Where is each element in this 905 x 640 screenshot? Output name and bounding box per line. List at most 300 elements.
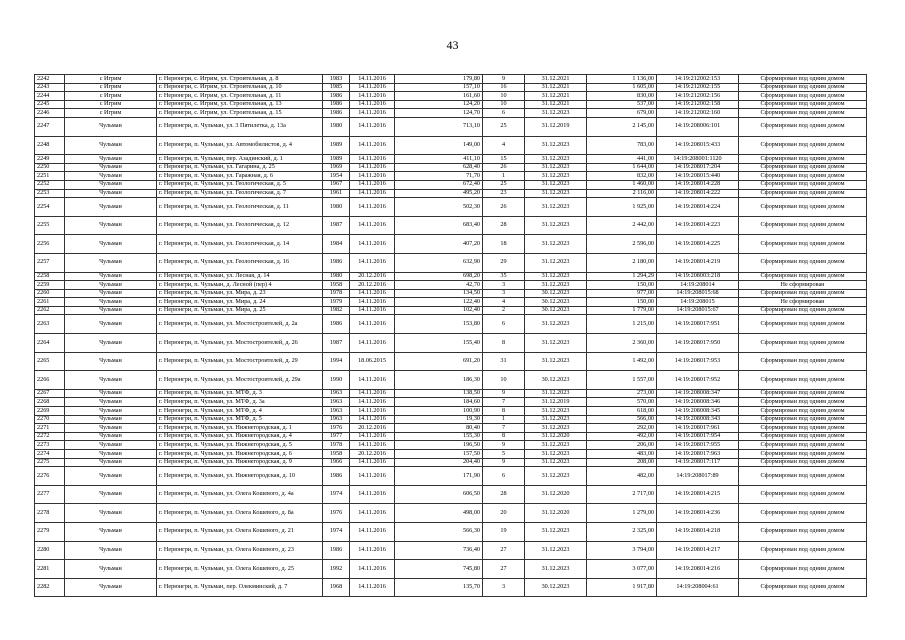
- row-number-cell: 2279: [35, 522, 65, 541]
- deadline-cell: 31.12.2023: [525, 189, 587, 198]
- locality-cell: с Игрим: [65, 92, 157, 101]
- cadastral-code-cell: 14:19:208008:345: [657, 407, 739, 416]
- deadline-cell: 31.12.2023: [525, 415, 587, 424]
- units-cell: 9: [483, 75, 525, 84]
- units-cell: 10: [483, 371, 525, 390]
- address-cell: г. Нерюнгри, п. Чульман, ул. Мира, д. 23: [157, 289, 323, 298]
- area-cell: 698,20: [395, 272, 483, 281]
- area-cell: 19,30: [395, 415, 483, 424]
- locality-cell: Чульман: [65, 485, 157, 504]
- table-row: [35, 352, 867, 371]
- row-number-cell: 2259: [35, 281, 65, 290]
- row-number-cell: 2271: [35, 424, 65, 433]
- locality-cell: Чульман: [65, 189, 157, 198]
- address-cell: г. Нерюнгри, п. Чульман, ул. Нижнегородская, д. 1: [157, 424, 323, 433]
- table-row: [35, 198, 867, 217]
- locality-cell: Чульман: [65, 281, 157, 290]
- row-number-cell: 2281: [35, 560, 65, 579]
- row-number-cell: 2270: [35, 415, 65, 424]
- table-row: [35, 83, 867, 92]
- locality-cell: Чульман: [65, 389, 157, 398]
- table-row: [35, 504, 867, 523]
- units-cell: 9: [483, 441, 525, 450]
- locality-cell: Чульман: [65, 504, 157, 523]
- year-cell: 1978: [323, 441, 350, 450]
- deadline-cell: 31.12.2023: [525, 198, 587, 217]
- date-cell: 20.12.2016: [350, 272, 395, 281]
- year-cell: 1966: [323, 458, 350, 467]
- area-cell: 157,10: [395, 83, 483, 92]
- table-row: [35, 180, 867, 189]
- year-cell: 1986: [323, 92, 350, 101]
- status-cell: Сформирован под одним домом: [739, 398, 867, 407]
- year-cell: 1983: [323, 75, 350, 84]
- units-cell: 18: [483, 235, 525, 254]
- deadline-cell: 31.12.2021: [525, 92, 587, 101]
- row-number-cell: 2256: [35, 235, 65, 254]
- address-cell: г. Нерюнгри, п. Чульман, ул. Нижнегородская, д. 6: [157, 450, 323, 459]
- year-cell: 1990: [323, 371, 350, 390]
- cost-cell: 3 077,00: [587, 560, 657, 579]
- deadline-cell: 31.12.2019: [525, 117, 587, 136]
- cadastral-code-cell: 14:19:208017:950: [657, 334, 739, 353]
- deadline-cell: 31.12.2023: [525, 155, 587, 164]
- area-cell: 495,20: [395, 189, 483, 198]
- status-cell: Сформирован под одним домом: [739, 315, 867, 334]
- cost-cell: 1 644,00: [587, 163, 657, 172]
- date-cell: 14.11.2016: [350, 198, 395, 217]
- status-cell: Сформирован под одним домом: [739, 334, 867, 353]
- row-number-cell: 2276: [35, 467, 65, 486]
- cost-cell: 2 360,00: [587, 334, 657, 353]
- area-cell: 736,40: [395, 541, 483, 560]
- table-row: [35, 450, 867, 459]
- area-cell: 124,20: [395, 100, 483, 109]
- deadline-cell: 31.12.2023: [525, 109, 587, 118]
- area-cell: 502,30: [395, 198, 483, 217]
- status-cell: Сформирован под одним домом: [739, 432, 867, 441]
- row-number-cell: 2272: [35, 432, 65, 441]
- units-cell: 3: [483, 289, 525, 298]
- deadline-cell: 30.12.2023: [525, 306, 587, 315]
- area-cell: 71,70: [395, 172, 483, 181]
- cost-cell: 2 145,00: [587, 117, 657, 136]
- year-cell: 1989: [323, 136, 350, 155]
- row-number-cell: 2254: [35, 198, 65, 217]
- date-cell: 14.11.2016: [350, 415, 395, 424]
- locality-cell: Чульман: [65, 415, 157, 424]
- year-cell: 1954: [323, 172, 350, 181]
- units-cell: 10: [483, 100, 525, 109]
- year-cell: 1987: [323, 216, 350, 235]
- row-number-cell: 2266: [35, 371, 65, 390]
- locality-cell: с Игрим: [65, 83, 157, 92]
- row-number-cell: 2268: [35, 398, 65, 407]
- locality-cell: Чульман: [65, 424, 157, 433]
- status-cell: Сформирован под одним домом: [739, 485, 867, 504]
- address-cell: г. Нерюнгри, п. Чульман, ул. Геологическая, д. 16: [157, 253, 323, 272]
- date-cell: 14.11.2016: [350, 334, 395, 353]
- date-cell: 14.11.2016: [350, 306, 395, 315]
- locality-cell: Чульман: [65, 352, 157, 371]
- area-cell: 157,50: [395, 450, 483, 459]
- table-body: [35, 75, 867, 597]
- cadastral-code-cell: 14:19:208017:963: [657, 450, 739, 459]
- deadline-cell: 31.12.2023: [525, 235, 587, 254]
- cost-cell: 150,00: [587, 281, 657, 290]
- deadline-cell: 31.12.2023: [525, 522, 587, 541]
- locality-cell: Чульман: [65, 315, 157, 334]
- deadline-cell: 30.12.2023: [525, 578, 587, 597]
- date-cell: 14.11.2016: [350, 541, 395, 560]
- table-row: [35, 172, 867, 181]
- year-cell: 1994: [323, 352, 350, 371]
- date-cell: 14.11.2016: [350, 485, 395, 504]
- status-cell: Сформирован под одним домом: [739, 289, 867, 298]
- units-cell: 6: [483, 315, 525, 334]
- status-cell: Сформирован под одним домом: [739, 389, 867, 398]
- row-number-cell: 2269: [35, 407, 65, 416]
- status-cell: Сформирован под одним домом: [739, 504, 867, 523]
- cadastral-code-cell: 14:19:208017:953: [657, 352, 739, 371]
- table-row: [35, 371, 867, 390]
- cost-cell: 618,00: [587, 407, 657, 416]
- deadline-cell: 31.12.2019: [525, 398, 587, 407]
- deadline-cell: 30.12.2023: [525, 289, 587, 298]
- deadline-cell: 31.12.2023: [525, 441, 587, 450]
- cost-cell: 1 136,00: [587, 75, 657, 84]
- cost-cell: 208,00: [587, 458, 657, 467]
- area-cell: 122,40: [395, 298, 483, 307]
- units-cell: 27: [483, 541, 525, 560]
- date-cell: 14.11.2016: [350, 522, 395, 541]
- year-cell: 1979: [323, 298, 350, 307]
- cost-cell: 1 460,00: [587, 180, 657, 189]
- row-number-cell: 2248: [35, 136, 65, 155]
- status-cell: Сформирован под одним домом: [739, 117, 867, 136]
- units-cell: 25: [483, 180, 525, 189]
- deadline-cell: 31.12.2023: [525, 281, 587, 290]
- row-number-cell: 2267: [35, 389, 65, 398]
- address-cell: г. Нерюнгри, п. Чульман, ул. Лесная, д. 14: [157, 272, 323, 281]
- year-cell: 1987: [323, 334, 350, 353]
- date-cell: 14.11.2016: [350, 109, 395, 118]
- year-cell: 1986: [323, 541, 350, 560]
- table-row: [35, 485, 867, 504]
- units-cell: 28: [483, 485, 525, 504]
- deadline-cell: 31.12.2023: [525, 172, 587, 181]
- row-number-cell: 2282: [35, 578, 65, 597]
- year-cell: 1963: [323, 407, 350, 416]
- cadastral-code-cell: 14:19:208017:955: [657, 441, 739, 450]
- row-number-cell: 2262: [35, 306, 65, 315]
- status-cell: Сформирован под одним домом: [739, 83, 867, 92]
- date-cell: 14.11.2016: [350, 100, 395, 109]
- deadline-cell: 31.12.2023: [525, 136, 587, 155]
- cadastral-code-cell: 14:19:208017:961: [657, 424, 739, 433]
- cadastral-code-cell: 14:19:208008:343: [657, 415, 739, 424]
- table-row: [35, 315, 867, 334]
- area-cell: 628,40: [395, 163, 483, 172]
- address-cell: г. Нерюнгри, п. Чульман, ул. Нижнегородская, д. 4: [157, 432, 323, 441]
- locality-cell: Чульман: [65, 407, 157, 416]
- date-cell: 14.11.2016: [350, 560, 395, 579]
- locality-cell: Чульман: [65, 578, 157, 597]
- units-cell: 3: [483, 578, 525, 597]
- status-cell: Сформирован под одним домом: [739, 541, 867, 560]
- area-cell: 184,60: [395, 398, 483, 407]
- status-cell: Сформирован под одним домом: [739, 272, 867, 281]
- address-cell: г. Нерюнгри, п. Чульман, ул. Олега Кошевого, д. 25: [157, 560, 323, 579]
- table-row: [35, 75, 867, 84]
- address-cell: г. Нерюнгри, п. Чульман, ул. Мира, д. 24: [157, 298, 323, 307]
- row-number-cell: 2264: [35, 334, 65, 353]
- area-cell: 745,80: [395, 560, 483, 579]
- year-cell: 1976: [323, 504, 350, 523]
- date-cell: 14.11.2016: [350, 578, 395, 597]
- units-cell: 35: [483, 272, 525, 281]
- address-cell: г. Нерюнгри, п. Чульман, ул. Автомобилистов, д. 4: [157, 136, 323, 155]
- units-cell: 23: [483, 189, 525, 198]
- locality-cell: Чульман: [65, 432, 157, 441]
- year-cell: 1986: [323, 467, 350, 486]
- cadastral-code-cell: 14:19:208015: [657, 298, 739, 307]
- address-cell: г. Нерюнгри, п. Чульман, ул. Нижнегородская, д. 9: [157, 458, 323, 467]
- date-cell: 14.11.2016: [350, 155, 395, 164]
- units-cell: 4: [483, 298, 525, 307]
- area-cell: 102,40: [395, 306, 483, 315]
- locality-cell: Чульман: [65, 163, 157, 172]
- deadline-cell: 31.12.2023: [525, 315, 587, 334]
- row-number-cell: 2243: [35, 83, 65, 92]
- status-cell: Сформирован под одним домом: [739, 235, 867, 254]
- table-row: [35, 398, 867, 407]
- date-cell: 14.11.2016: [350, 75, 395, 84]
- year-cell: 1958: [323, 281, 350, 290]
- cadastral-code-cell: 14:19:208017:117: [657, 458, 739, 467]
- cadastral-code-cell: 14:19:212002:160: [657, 109, 739, 118]
- cost-cell: 3 794,00: [587, 541, 657, 560]
- status-cell: Сформирован под одним домом: [739, 180, 867, 189]
- deadline-cell: 31.12.2021: [525, 100, 587, 109]
- row-number-cell: 2274: [35, 450, 65, 459]
- status-cell: Сформирован под одним домом: [739, 155, 867, 164]
- deadline-cell: 31.12.2021: [525, 83, 587, 92]
- units-cell: 5: [483, 450, 525, 459]
- date-cell: 14.11.2016: [350, 216, 395, 235]
- area-cell: 204,40: [395, 458, 483, 467]
- locality-cell: Чульман: [65, 467, 157, 486]
- address-cell: г. Нерюнгри, п. Чульман, пер. Азадинский, д. 1: [157, 155, 323, 164]
- year-cell: 1976: [323, 424, 350, 433]
- units-cell: 3: [483, 281, 525, 290]
- cadastral-code-cell: 14:19:208014:223: [657, 216, 739, 235]
- units-cell: 25: [483, 117, 525, 136]
- cost-cell: 570,00: [587, 398, 657, 407]
- cadastral-code-cell: 14:19:208014:217: [657, 541, 739, 560]
- area-cell: 713,10: [395, 117, 483, 136]
- units-cell: 29: [483, 253, 525, 272]
- units-cell: 8: [483, 407, 525, 416]
- units-cell: 19: [483, 522, 525, 541]
- status-cell: Сформирован под одним домом: [739, 136, 867, 155]
- status-cell: Сформирован под одним домом: [739, 407, 867, 416]
- table-row: [35, 415, 867, 424]
- deadline-cell: 31.12.2023: [525, 467, 587, 486]
- cost-cell: 1 605,00: [587, 83, 657, 92]
- area-cell: 149,00: [395, 136, 483, 155]
- area-cell: 691,20: [395, 352, 483, 371]
- cadastral-code-cell: 14:19:212002:155: [657, 83, 739, 92]
- status-cell: Сформирован под одним домом: [739, 198, 867, 217]
- cost-cell: 482,00: [587, 467, 657, 486]
- date-cell: 14.11.2016: [350, 504, 395, 523]
- deadline-cell: 31.12.2020: [525, 432, 587, 441]
- area-cell: 138,50: [395, 389, 483, 398]
- table-row: [35, 109, 867, 118]
- row-number-cell: 2261: [35, 298, 65, 307]
- deadline-cell: 31.12.2020: [525, 485, 587, 504]
- cadastral-code-cell: 14:19:208008:346: [657, 398, 739, 407]
- units-cell: 1: [483, 415, 525, 424]
- cadastral-code-cell: 14:19:208014:225: [657, 235, 739, 254]
- table-row: [35, 163, 867, 172]
- year-cell: 1961: [323, 189, 350, 198]
- locality-cell: с Игрим: [65, 75, 157, 84]
- locality-cell: Чульман: [65, 450, 157, 459]
- cadastral-code-cell: 14:19:208015:433: [657, 136, 739, 155]
- cost-cell: 679,00: [587, 109, 657, 118]
- date-cell: 14.11.2016: [350, 117, 395, 136]
- cost-cell: 1 215,00: [587, 315, 657, 334]
- date-cell: 14.11.2016: [350, 189, 395, 198]
- locality-cell: Чульман: [65, 253, 157, 272]
- units-cell: 8: [483, 432, 525, 441]
- cost-cell: 537,00: [587, 100, 657, 109]
- cadastral-code-cell: 14:19:208017:204: [657, 163, 739, 172]
- locality-cell: Чульман: [65, 458, 157, 467]
- cost-cell: 492,00: [587, 432, 657, 441]
- year-cell: 1963: [323, 389, 350, 398]
- units-cell: 31: [483, 352, 525, 371]
- cadastral-code-cell: 14:19:208014:222: [657, 189, 739, 198]
- date-cell: 14.11.2016: [350, 398, 395, 407]
- status-cell: Сформирован под одним домом: [739, 306, 867, 315]
- row-number-cell: 2280: [35, 541, 65, 560]
- row-number-cell: 2252: [35, 180, 65, 189]
- area-cell: 606,50: [395, 485, 483, 504]
- table-row: [35, 216, 867, 235]
- cadastral-code-cell: 14:19:208008:347: [657, 389, 739, 398]
- deadline-cell: 31.12.2023: [525, 450, 587, 459]
- status-cell: Сформирован под одним домом: [739, 560, 867, 579]
- cadastral-code-cell: 14:19:208014:218: [657, 522, 739, 541]
- status-cell: Сформирован под одним домом: [739, 163, 867, 172]
- address-cell: г. Нерюнгри, п. Чульман, ул. Олега Кошевого, д. 4а: [157, 485, 323, 504]
- table-row: [35, 522, 867, 541]
- cadastral-code-cell: 14:19:208017:951: [657, 315, 739, 334]
- status-cell: Сформирован под одним домом: [739, 522, 867, 541]
- row-number-cell: 2245: [35, 100, 65, 109]
- year-cell: 1986: [323, 315, 350, 334]
- locality-cell: Чульман: [65, 441, 157, 450]
- area-cell: 153,80: [395, 315, 483, 334]
- row-number-cell: 2273: [35, 441, 65, 450]
- cost-cell: 1 557,00: [587, 371, 657, 390]
- date-cell: 14.11.2016: [350, 315, 395, 334]
- deadline-cell: 31.12.2023: [525, 163, 587, 172]
- address-cell: г. Нерюнгри, п. Чульман, ул. Гагарина, д. 25: [157, 163, 323, 172]
- cost-cell: 1 492,00: [587, 352, 657, 371]
- units-cell: 28: [483, 216, 525, 235]
- area-cell: 566,30: [395, 522, 483, 541]
- year-cell: 1968: [323, 578, 350, 597]
- table-row: [35, 189, 867, 198]
- address-cell: г. Нерюнгри, п. Чульман, ул. Нижнегородская, д. 10: [157, 467, 323, 486]
- locality-cell: Чульман: [65, 541, 157, 560]
- row-number-cell: 2255: [35, 216, 65, 235]
- address-cell: г. Нерюнгри, п. Чульман, ул. Геологическая, д. 12: [157, 216, 323, 235]
- locality-cell: Чульман: [65, 272, 157, 281]
- cost-cell: 566,00: [587, 415, 657, 424]
- cadastral-code-cell: 14:19:208001:1120: [657, 155, 739, 164]
- address-cell: г. Нерюнгри, п. Чульман, ул. Олега Кошевого, д. 21: [157, 522, 323, 541]
- table-row: [35, 560, 867, 579]
- cadastral-code-cell: 14:19:208014: [657, 281, 739, 290]
- address-cell: г. Нерюнгри, п. Чульман, ул. Мостостроителей, д. 29: [157, 352, 323, 371]
- units-cell: 7: [483, 424, 525, 433]
- cost-cell: 2 596,00: [587, 235, 657, 254]
- address-cell: г. Нерюнгри, п. Чульман, ул. Геологическая, д. 7: [157, 189, 323, 198]
- date-cell: 14.11.2016: [350, 180, 395, 189]
- units-cell: 2: [483, 306, 525, 315]
- deadline-cell: 31.12.2020: [525, 504, 587, 523]
- date-cell: 14.11.2016: [350, 467, 395, 486]
- status-cell: Не сформирован: [739, 298, 867, 307]
- area-cell: 632,90: [395, 253, 483, 272]
- area-cell: 135,70: [395, 578, 483, 597]
- units-cell: 4: [483, 136, 525, 155]
- row-number-cell: 2258: [35, 272, 65, 281]
- deadline-cell: 30.12.2023: [525, 371, 587, 390]
- cost-cell: 2 325,00: [587, 522, 657, 541]
- units-cell: 6: [483, 109, 525, 118]
- table-row: [35, 136, 867, 155]
- year-cell: 1963: [323, 398, 350, 407]
- deadline-cell: 31.12.2021: [525, 75, 587, 84]
- area-cell: 407,20: [395, 235, 483, 254]
- cost-cell: 1 917,80: [587, 578, 657, 597]
- address-cell: г. Нерюнгри, п. Чульман, ул. Геологическая, д. 5: [157, 180, 323, 189]
- deadline-cell: 31.12.2023: [525, 272, 587, 281]
- year-cell: 1989: [323, 155, 350, 164]
- status-cell: Сформирован под одним домом: [739, 172, 867, 181]
- locality-cell: Чульман: [65, 198, 157, 217]
- cost-cell: 1 279,00: [587, 504, 657, 523]
- address-cell: г. Нерюнгри, п. Чульман, ул. Мостостроителей, д. 29а: [157, 371, 323, 390]
- table-row: [35, 92, 867, 101]
- cost-cell: 441,00: [587, 155, 657, 164]
- area-cell: 411,10: [395, 155, 483, 164]
- units-cell: 26: [483, 198, 525, 217]
- status-cell: Сформирован под одним домом: [739, 458, 867, 467]
- cost-cell: 150,00: [587, 298, 657, 307]
- address-cell: г. Нерюнгри, п. Чульман, ул. Гаражная, д. 6: [157, 172, 323, 181]
- registry-table: [34, 74, 867, 597]
- locality-cell: Чульман: [65, 136, 157, 155]
- address-cell: г. Нерюнгри, с. Игрим, ул. Строительная, д. 11: [157, 92, 323, 101]
- cadastral-code-cell: 14:19:208017:954: [657, 432, 739, 441]
